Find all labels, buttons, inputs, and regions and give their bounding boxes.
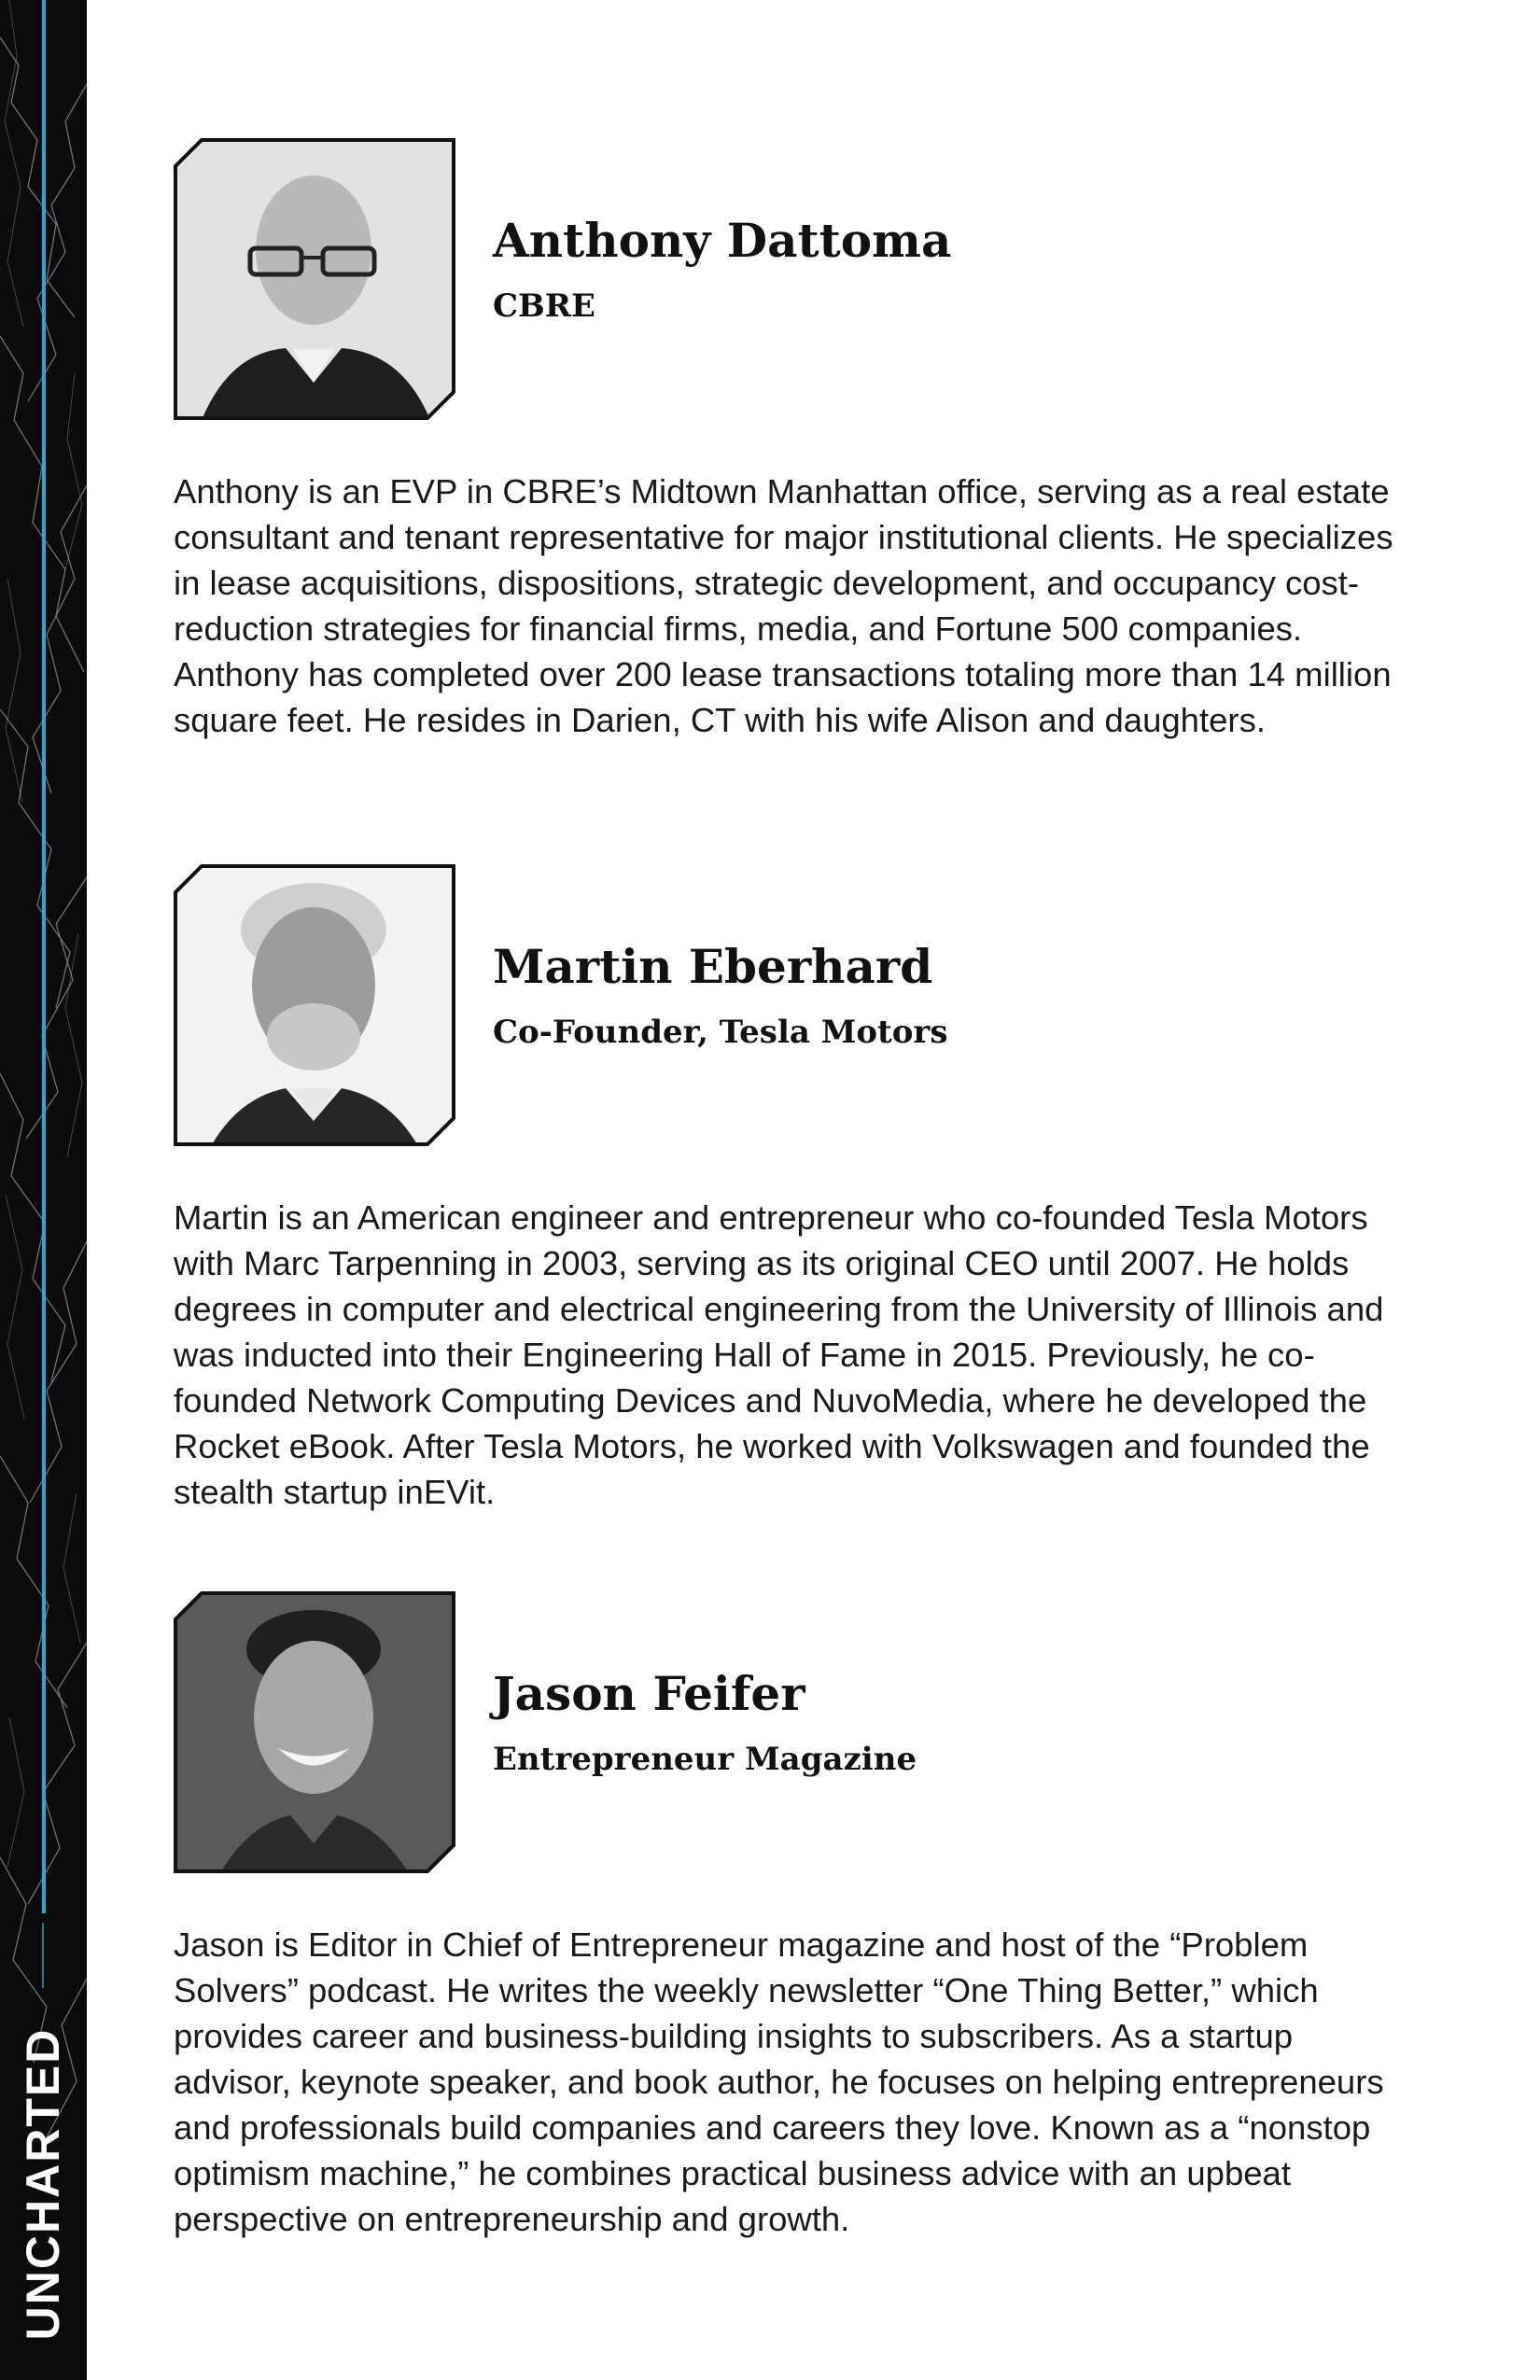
speaker-photo	[174, 864, 455, 1146]
speaker-photo	[174, 1591, 455, 1873]
portrait-photo-icon	[174, 138, 455, 420]
brand-wordmark: UNCHARTED	[17, 2027, 69, 2341]
marble-sidebar	[0, 0, 87, 2380]
speaker-name: Martin Eberhard	[493, 939, 933, 994]
speaker-name: Jason Feifer	[493, 1666, 805, 1721]
speaker-bio: Jason is Editor in Chief of Entrepreneur magazine and host of the “Problem Solvers” podcast. He writes the weekly newsletter “One Thing Better,” which provides career and business-building insights to subscribers. As a startup advisor, keynote speaker, and book author, he focuses on helping entrepreneurs and professionals build companies and careers they love. Known as a “nonstop optimism machine,” he combines practical business advice with an upbeat perspective on entrepreneurship and growth.	[174, 1925, 1384, 2238]
accent-line-lower	[42, 1923, 44, 1988]
speaker-organization: Entrepreneur Magazine	[493, 1741, 917, 1778]
portrait-photo-icon	[174, 1591, 455, 1873]
speaker-bio: Martin is an American engineer and entrepreneur who co-founded Tesla Motors with Marc Tarpenning in 2003, serving as its original CEO until 2007. He holds degrees in computer and electrical engineering from the University of Illinois and was inducted into their Engineering Hall of Fame in 2015. Previously, he co-founded Network Computing Devices and NuvoMedia, where he developed the Rocket eBook. After Tesla Motors, he worked with Volkswagen and founded the stealth startup inEVit.	[174, 1198, 1384, 1511]
accent-line	[42, 0, 46, 1913]
speaker-organization: Co-Founder, Tesla Motors	[493, 1014, 948, 1051]
speaker-bio: Anthony is an EVP in CBRE’s Midtown Manhattan office, serving as a real estate consultant and tenant representative for major institutional clients. He specializes in lease acquisitions, dispositions, strategic development, and occupancy cost-reduction strategies for financial firms, media, and Fortune 500 companies. Anthony has completed over 200 lease transactions totaling more than 14 million square feet. He resides in Darien, CT with his wife Alison and daughters.	[174, 472, 1393, 739]
speaker-name: Anthony Dattoma	[493, 213, 952, 268]
portrait-photo-icon	[174, 864, 455, 1146]
speaker-organization: CBRE	[493, 287, 595, 325]
speaker-photo	[174, 138, 455, 420]
